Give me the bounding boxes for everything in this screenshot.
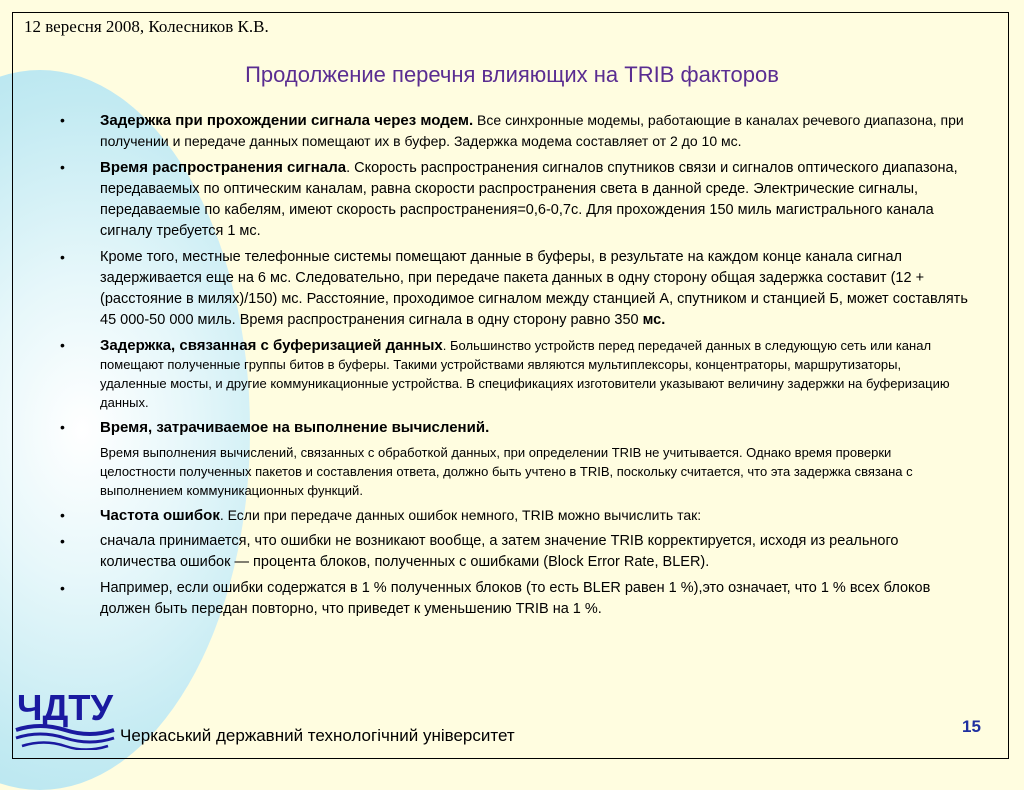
item-text: . Скорость распространения сигналов спутников связи и сигналов оптического диапазона, передаваемых по оптическим каналам, равна скорости распространения света в данной среде. Электрические сигналы, передаваемые по кабелям, имеют скорость распространения=0,6-0,7с. Для прохождения 150 миль магистрального канала сигналу требуется 1 мс. (100, 160, 958, 239)
item-heading: Время распространения сигнала (100, 159, 347, 176)
bullet-list (60, 110, 970, 625)
list-item-local-buffers (60, 247, 970, 331)
bullet-icon: • (60, 159, 65, 175)
bullet-icon: • (60, 580, 65, 596)
list-item-propagation-time (60, 157, 970, 242)
item-text-bold: мс. (642, 312, 666, 328)
bullet-icon: • (60, 249, 65, 265)
item-text: Кроме того, местные телефонные системы помещают данные в буферы, в результате на каждом конце канала сигнал задерживается еще на 6 мс. Следовательно, при передаче пакета данных в одну сторону общая задержка составит (12 + (расстояние в милях)/150) мс. Расстояние, проходимое сигналом между станцией А, спутником и станцией Б, может составлять 45 000-50 000 миль. Время распространения сигнала в одну сторону равно 350 (100, 249, 968, 328)
list-item-computation-time (60, 417, 970, 438)
bullet-icon: • (60, 507, 65, 523)
item-heading: Частота ошибок (100, 507, 220, 524)
list-item-bler-example (60, 578, 970, 620)
item-text: . Большинство устройств перед передачей данных в следующую сеть или канал помещают полученные группы битов в буферы. Такими устройствами являются мультиплексоры, концентраторы, маршрутизаторы, удаленные мосты, и другие коммуникационные устройства. В спецификациях изготовители указывают величину задержки на буферизацию данных. (100, 338, 950, 410)
university-name: Черкаський державний технологічний університет (120, 726, 515, 745)
item-text: Например, если ошибки содержатся в 1 % полученных блоков (то есть BLER равен 1 %),это означает, что 1 % всех блоков должен быть передан повторно, что приведет к уменьшению TRIB на 1 %. (100, 580, 931, 617)
bullet-icon: • (60, 337, 65, 353)
item-text: . Если при передаче данных ошибок немного, TRIB можно вычислить так: (219, 507, 702, 523)
item-heading: Задержка при прохождении сигнала через модем. (100, 112, 474, 129)
list-item-error-correction (60, 531, 970, 573)
bullet-icon: • (60, 533, 65, 549)
slide-title: Продолжение перечня влияющих на TRIB факторов (245, 62, 779, 87)
item-heading: Время, затрачиваемое на выполнение вычислений. (100, 419, 490, 436)
bullet-icon: • (60, 419, 65, 435)
list-item-modem-delay (60, 110, 970, 152)
date-author: 12 вересня 2008, Колесников К.В. (24, 17, 269, 36)
bullet-icon: • (60, 112, 65, 128)
university-logo-icon (14, 676, 116, 750)
list-item-error-rate (60, 505, 970, 526)
logo-text: ЧДТУ (17, 687, 114, 728)
list-item-buffering-delay (60, 336, 970, 412)
page-number: 15 (962, 717, 981, 736)
item-text: сначала принимается, что ошибки не возникают вообще, а затем значение TRIB корректируется, исходя из реального количества ошибок — процента блоков, полученных с ошибками (Block Error Rate, BLER). (100, 533, 899, 570)
item-heading: Задержка, связанная с буферизацией данных (100, 337, 443, 354)
item-subtext: Время выполнения вычислений, связанных с обработкой данных, при определении TRIB не учитывается. Однако время проверки целостности полученных пакетов и составления ответа, должно быть учтено в TRIB, поскольку считается, что эта задержка связана с выполнением коммуникационных функций. (100, 445, 913, 498)
item-text: Все синхронные модемы, работающие в каналах речевого диапазона, при получении и передаче данных помещают их в буфер. Задержка модема составляет от 2 до 10 мс. (100, 112, 964, 149)
